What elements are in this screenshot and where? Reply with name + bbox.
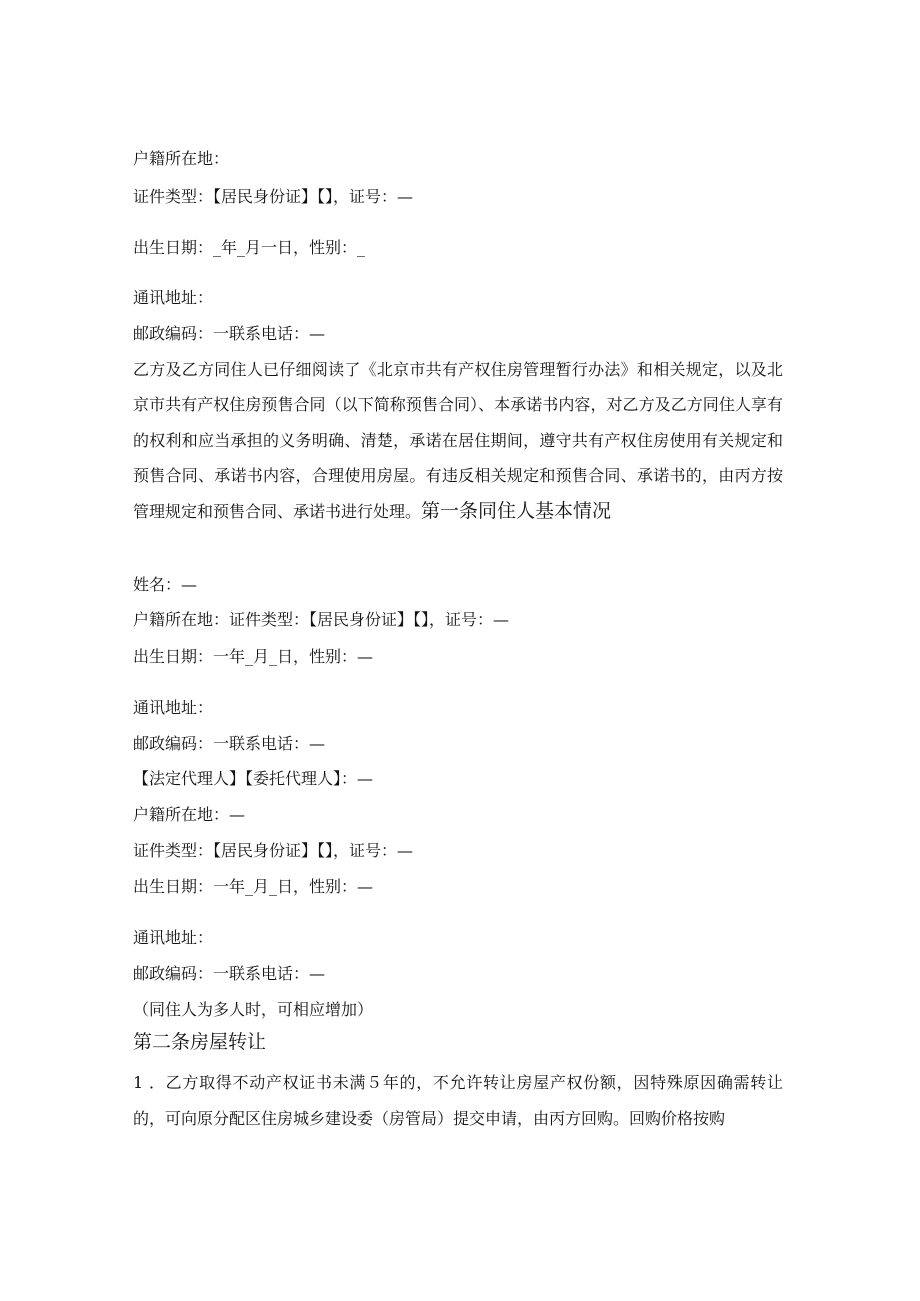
- commitment-text: 乙方及乙方同住人已仔细阅读了《北京市共有产权住房管理暂行办法》和相关规定，以及北京市共有产权住房预售合同（以下简称预售合同）、本承诺书内容，对乙方及乙方同住人享有的权利和应当承担的义务明确、清楚，承诺在居住期间，遵守共有产权住房使用有关规定和预售合同、承诺书内容，合理使用房屋。有违反相关规定和预售合同、承诺书的，由丙方按管理规定和预售合同、承诺书进行处理。: [133, 360, 783, 521]
- mailing-address-line: 通讯地址：: [133, 288, 214, 307]
- article-1-title: 第一条同住人基本情况: [421, 499, 612, 522]
- article-2-item-1: 1 ．乙方取得不动产权证书未满５年的，不允许转让房屋产权份额，因特殊原因确需转让的，可向原分配区住房城乡建设委（房管局）提交申请，由丙方回购。回购价格按购: [133, 1073, 783, 1128]
- agent-birth-date-line: 出生日期：一年_月_日，性别：—: [133, 877, 374, 896]
- id-type-line: 证件类型：【居民身份证】【】，证号：—: [133, 187, 414, 206]
- postal-code-phone-line: 邮政编码：一联系电话：—: [133, 324, 326, 343]
- birth-date-line: 出生日期：_年_月一日，性别：_: [133, 238, 366, 257]
- agent-postal-phone-line: 邮政编码：一联系电话：—: [133, 964, 326, 983]
- agent-line: 【法定代理人】【委托代理人】：—: [133, 769, 374, 788]
- article-2-title: 第二条房屋转让: [133, 1031, 267, 1053]
- agent-id-type-line: 证件类型：【居民身份证】【】，证号：—: [133, 841, 414, 860]
- agent-registration-line: 户籍所在地：—: [133, 805, 246, 824]
- cohabitant-postal-phone-line: 邮政编码：一联系电话：—: [133, 734, 326, 753]
- cohabitant-address-line: 通讯地址：: [133, 698, 214, 717]
- cohabitant-name-line: 姓名：—: [133, 575, 198, 594]
- agent-address-line: 通讯地址：: [133, 928, 214, 947]
- cohabitant-registration-id-line: 户籍所在地：证件类型：【居民身份证】【】，证号：—: [133, 610, 510, 629]
- multiple-cohabitants-note: （同住人为多人时，可相应增加）: [133, 1000, 374, 1019]
- household-registration-line: 户籍所在地：: [133, 149, 230, 168]
- cohabitant-birth-date-line: 出生日期：一年_月_日，性别：—: [133, 647, 374, 666]
- commitment-paragraph: [133, 352, 783, 529]
